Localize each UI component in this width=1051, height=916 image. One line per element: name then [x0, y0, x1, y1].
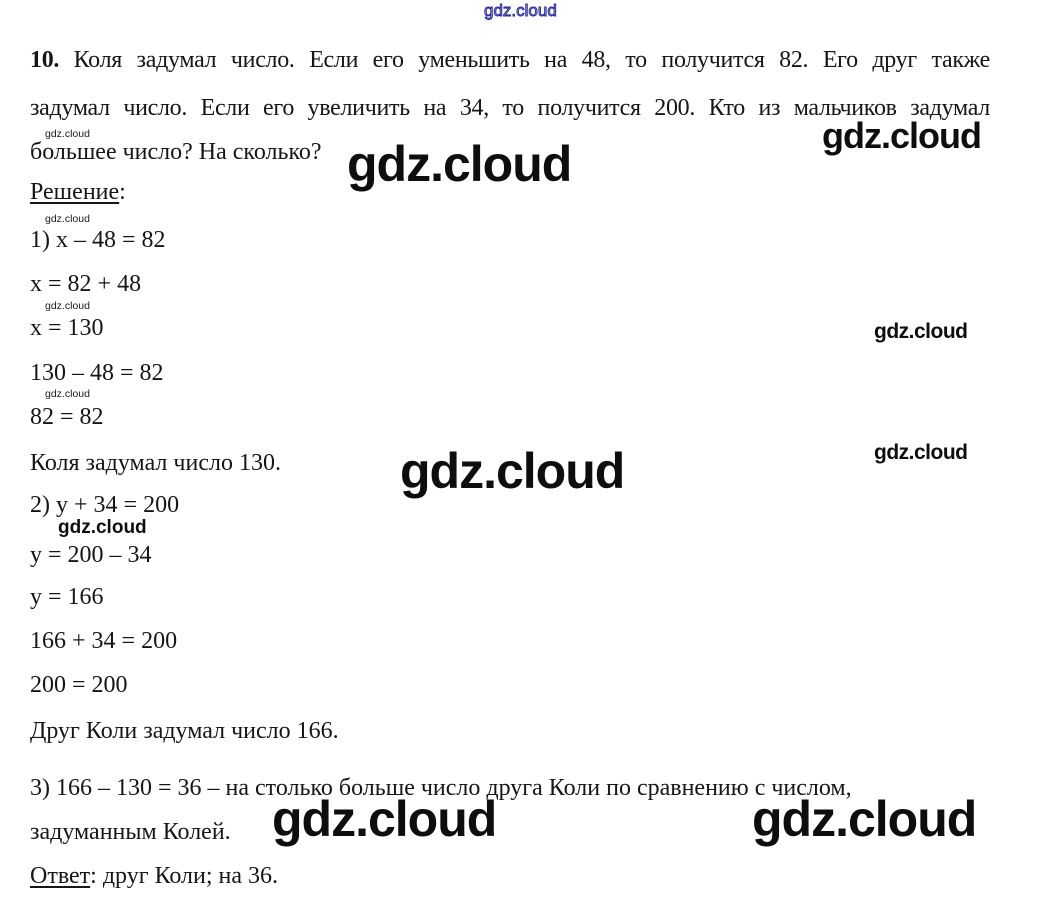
watermark-small-3: gdz.cloud — [45, 300, 90, 312]
solution-heading-label: Решение — [30, 179, 120, 205]
problem-line-2 — [30, 93, 990, 123]
problem-text-1: Коля задумал число. Если его уменьшить на 48, то получится 82. Его друг также — [73, 47, 990, 73]
watermark-bold-small: gdz.cloud — [58, 517, 147, 538]
solution-step: 166 + 34 = 200 — [30, 628, 178, 654]
problem-line-3 — [30, 137, 322, 167]
problem-number: 10. — [30, 47, 60, 73]
watermark-small-4: gdz.cloud — [45, 388, 90, 400]
solution-heading — [30, 177, 126, 207]
solution-step: y = 200 – 34 — [30, 542, 152, 568]
solution-step: 1) x – 48 = 82 — [30, 227, 166, 253]
watermark-small-1: gdz.cloud — [45, 128, 90, 140]
solution-step: задуманным Колей. — [30, 819, 231, 845]
watermark-large-2: gdz.cloud — [400, 443, 625, 499]
watermark-medium-right: gdz.cloud — [822, 115, 981, 156]
watermark-large-1: gdz.cloud — [347, 136, 572, 192]
watermark-bottom-left: gdz.cloud — [272, 791, 497, 847]
watermark-right-small-2: gdz.cloud — [874, 441, 968, 464]
solution-conclusion-2: Друг Коли задумал число 166. — [30, 718, 339, 744]
watermark-top-outline: gdz.cloud — [484, 1, 557, 20]
problem-line-1 — [30, 45, 990, 75]
solution-step: 3) 166 – 130 = 36 – на столько больше число друга Коли по сравнению с числом, — [30, 775, 852, 801]
solution-step: 2) y + 34 = 200 — [30, 492, 180, 518]
problem-text-2: задумал число. Если его увеличить на 34, то получится 200. Кто из мальчиков задумал — [30, 95, 990, 121]
watermark-right-small-1: gdz.cloud — [874, 320, 968, 343]
solution-step: 82 = 82 — [30, 404, 104, 430]
answer-text: : друг Коли; на 36. — [90, 863, 279, 889]
watermark-bottom-right: gdz.cloud — [752, 791, 977, 847]
solution-step: x = 130 — [30, 315, 104, 341]
solution-conclusion-1: Коля задумал число 130. — [30, 450, 281, 476]
solution-heading-colon: : — [119, 179, 126, 205]
watermark-small-2: gdz.cloud — [45, 213, 90, 225]
solution-step: x = 82 + 48 — [30, 271, 142, 297]
solution-step: 200 = 200 — [30, 672, 128, 698]
solution-step: 130 – 48 = 82 — [30, 360, 164, 386]
problem-text-3: большее число? На сколько? — [30, 139, 322, 165]
solution-step: y = 166 — [30, 584, 104, 610]
answer-line — [30, 861, 278, 891]
answer-label: Ответ — [30, 863, 91, 889]
